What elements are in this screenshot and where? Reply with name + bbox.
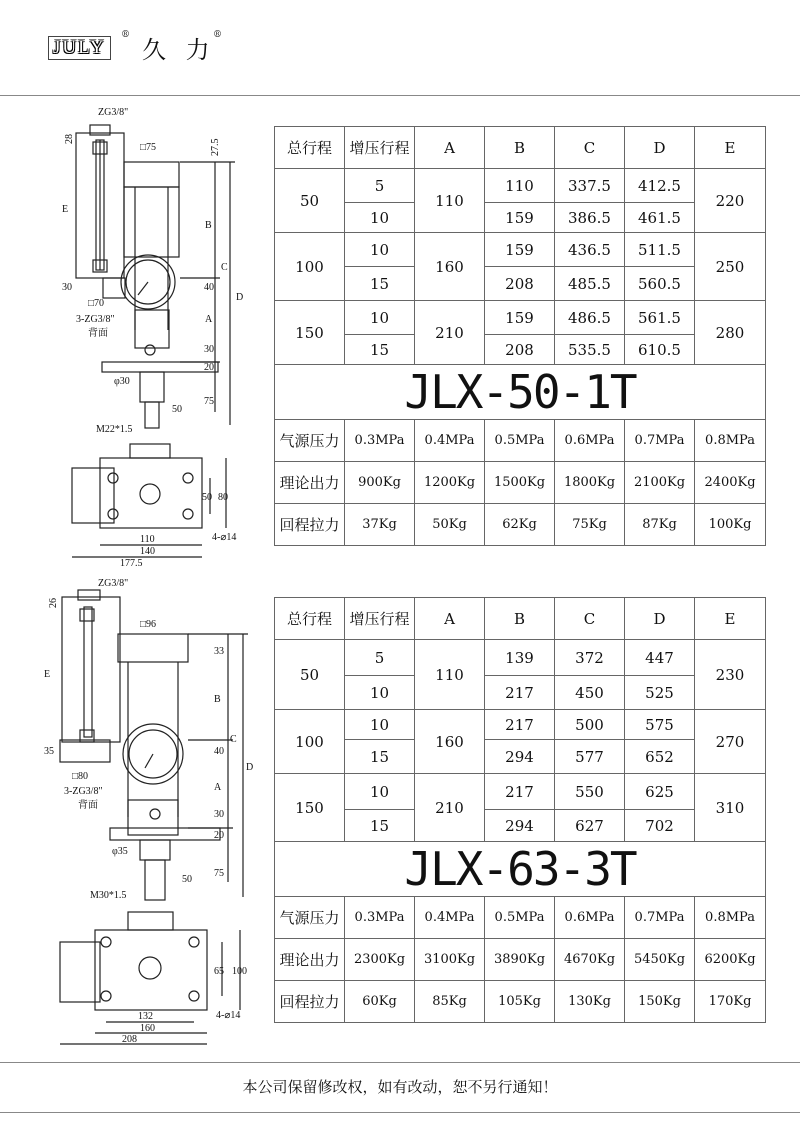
technical-drawing-2: [0, 572, 272, 1052]
cell-b: 217: [485, 710, 555, 740]
cell-d: 702: [625, 810, 695, 842]
drawing-label-c: C: [230, 734, 237, 745]
model-name: JLX-50-1T: [275, 365, 766, 420]
drawing-diameter: φ30: [114, 376, 130, 387]
drawing-label-a: A: [214, 782, 222, 793]
perf-value: 0.3MPa: [345, 897, 415, 939]
drawing-dim-75: 75: [214, 868, 224, 879]
cell-d: 575: [625, 710, 695, 740]
perf-value: 2300Kg: [345, 939, 415, 981]
footer-notice: 本公司保留修改权，如有改动，恕不另行通知！: [242, 1078, 558, 1096]
spec-table-1: [274, 126, 766, 546]
perf-value: 170Kg: [695, 981, 766, 1023]
column-header: 增压行程: [345, 598, 415, 640]
spec-table-2: [274, 597, 766, 1023]
drawing-dim-20: 20: [214, 830, 224, 841]
perf-value: 100Kg: [695, 504, 766, 546]
cell-d: 625: [625, 774, 695, 810]
brand-logo: JULY: [48, 36, 111, 60]
cell-e: 250: [695, 233, 766, 301]
column-header: 总行程: [275, 127, 345, 169]
cell-d: 447: [625, 640, 695, 676]
cell-c: 550: [555, 774, 625, 810]
cell-boost: 5: [345, 169, 415, 203]
perf-value: 1500Kg: [485, 462, 555, 504]
cell-boost: 15: [345, 740, 415, 774]
cell-d: 560.5: [625, 267, 695, 301]
perf-value: 6200Kg: [695, 939, 766, 981]
column-header: D: [625, 598, 695, 640]
cell-b: 159: [485, 203, 555, 233]
perf-value: 0.6MPa: [555, 897, 625, 939]
cell-a: 110: [415, 640, 485, 710]
drawing-port-label: ZG3/8": [98, 578, 129, 589]
cell-b: 294: [485, 810, 555, 842]
cell-c: 627: [555, 810, 625, 842]
cell-b: 208: [485, 335, 555, 365]
drawing-dim-50: 50: [172, 404, 182, 415]
registered-mark: ®: [121, 30, 130, 40]
column-header: A: [415, 598, 485, 640]
cell-total: 100: [275, 233, 345, 301]
cell-c: 337.5: [555, 169, 625, 203]
drawing-label-a: A: [205, 314, 213, 325]
model-name: JLX-63-3T: [275, 842, 766, 897]
drawing-label-d: D: [236, 292, 244, 303]
drawing-square-bottom: □80: [72, 771, 89, 782]
cell-c: 436.5: [555, 233, 625, 267]
cell-a: 160: [415, 233, 485, 301]
cell-e: 220: [695, 169, 766, 233]
cell-c: 577: [555, 740, 625, 774]
column-header: C: [555, 598, 625, 640]
cell-boost: 10: [345, 676, 415, 710]
drawing-square-bottom: □70: [88, 298, 105, 309]
drawing-dim-40: 40: [214, 746, 224, 757]
cell-boost: 10: [345, 203, 415, 233]
technical-drawing-1: [0, 100, 272, 570]
drawing-label-b: B: [205, 220, 212, 231]
cell-boost: 15: [345, 267, 415, 301]
perf-label: 理论出力: [275, 939, 345, 981]
drawing-label-b: B: [214, 694, 221, 705]
brand-chinese: 久 力: [142, 36, 216, 64]
drawing-width-2: 160: [140, 1023, 155, 1034]
cell-c: 485.5: [555, 267, 625, 301]
cell-total: 50: [275, 169, 345, 233]
cell-d: 511.5: [625, 233, 695, 267]
cell-c: 535.5: [555, 335, 625, 365]
perf-value: 3100Kg: [415, 939, 485, 981]
cell-c: 500: [555, 710, 625, 740]
perf-value: 62Kg: [485, 504, 555, 546]
drawing-dim-30: 35: [44, 746, 54, 757]
drawing-width-3: 177.5: [120, 558, 143, 569]
cell-d: 461.5: [625, 203, 695, 233]
perf-value: 1200Kg: [415, 462, 485, 504]
perf-value: 130Kg: [555, 981, 625, 1023]
drawing-ports: 3-ZG3/8": [76, 314, 115, 325]
drawing-thread: M22*1.5: [96, 424, 133, 435]
column-header: B: [485, 127, 555, 169]
perf-value: 0.5MPa: [485, 420, 555, 462]
drawing-width-2: 140: [140, 546, 155, 557]
perf-value: 0.7MPa: [625, 897, 695, 939]
perf-value: 2400Kg: [695, 462, 766, 504]
drawing-width-1: 132: [138, 1011, 153, 1022]
drawing-height-2: 80: [218, 492, 228, 503]
perf-value: 0.4MPa: [415, 420, 485, 462]
drawing-back: 背面: [78, 800, 98, 811]
perf-value: 50Kg: [415, 504, 485, 546]
perf-value: 105Kg: [485, 981, 555, 1023]
perf-value: 0.3MPa: [345, 420, 415, 462]
column-header: E: [695, 127, 766, 169]
cell-boost: 15: [345, 810, 415, 842]
cell-d: 412.5: [625, 169, 695, 203]
drawing-dim-275: 27.5: [210, 138, 221, 156]
perf-value: 0.7MPa: [625, 420, 695, 462]
cell-b: 159: [485, 301, 555, 335]
perf-value: 37Kg: [345, 504, 415, 546]
drawing-back: 背面: [88, 328, 108, 339]
perf-value: 0.8MPa: [695, 420, 766, 462]
footer-divider-bottom: [0, 1112, 800, 1113]
drawing-dim-40: 40: [204, 282, 214, 293]
drawing-holes: 4-⌀14: [212, 532, 237, 543]
drawing-dim-top: 28: [64, 134, 75, 144]
perf-value: 75Kg: [555, 504, 625, 546]
drawing-height-2: 100: [232, 966, 247, 977]
column-header: C: [555, 127, 625, 169]
registered-mark-cn: ®: [213, 30, 222, 40]
header: [0, 0, 800, 95]
perf-value: 0.8MPa: [695, 897, 766, 939]
cell-total: 150: [275, 301, 345, 365]
perf-value: 0.5MPa: [485, 897, 555, 939]
cell-b: 139: [485, 640, 555, 676]
cell-a: 210: [415, 301, 485, 365]
perf-value: 5450Kg: [625, 939, 695, 981]
cell-d: 525: [625, 676, 695, 710]
drawing-label-d: D: [246, 762, 254, 773]
perf-value: 2100Kg: [625, 462, 695, 504]
column-header: E: [695, 598, 766, 640]
cell-total: 150: [275, 774, 345, 842]
drawing-label-e: E: [44, 669, 51, 680]
drawing-ports: 3-ZG3/8": [64, 786, 103, 797]
perf-label: 气源压力: [275, 897, 345, 939]
cell-total: 50: [275, 640, 345, 710]
column-header: A: [415, 127, 485, 169]
cell-c: 486.5: [555, 301, 625, 335]
cell-boost: 10: [345, 774, 415, 810]
column-header: 总行程: [275, 598, 345, 640]
perf-label: 气源压力: [275, 420, 345, 462]
drawing-dim-50: 50: [182, 874, 192, 885]
cell-d: 652: [625, 740, 695, 774]
cell-a: 160: [415, 710, 485, 774]
perf-value: 900Kg: [345, 462, 415, 504]
drawing-diameter: φ35: [112, 846, 128, 857]
column-header: B: [485, 598, 555, 640]
header-divider: [0, 95, 800, 96]
cell-b: 110: [485, 169, 555, 203]
cell-boost: 10: [345, 233, 415, 267]
cell-e: 310: [695, 774, 766, 842]
cell-b: 294: [485, 740, 555, 774]
drawing-square-top: □75: [140, 142, 157, 153]
drawing-port-label: ZG3/8": [98, 107, 129, 118]
cell-e: 230: [695, 640, 766, 710]
perf-value: 1800Kg: [555, 462, 625, 504]
cell-d: 610.5: [625, 335, 695, 365]
perf-value: 3890Kg: [485, 939, 555, 981]
perf-label: 回程拉力: [275, 981, 345, 1023]
drawing-square-top: □96: [140, 619, 157, 630]
drawing-width-3: 208: [122, 1034, 137, 1045]
perf-value: 0.6MPa: [555, 420, 625, 462]
perf-value: 87Kg: [625, 504, 695, 546]
drawing-dim-30b: 30: [214, 809, 224, 820]
perf-label: 回程拉力: [275, 504, 345, 546]
drawing-dim-top: 26: [48, 598, 59, 608]
drawing-dim-275: 33: [214, 646, 224, 657]
cell-c: 450: [555, 676, 625, 710]
drawing-dim-30: 30: [62, 282, 72, 293]
cell-total: 100: [275, 710, 345, 774]
cell-c: 386.5: [555, 203, 625, 233]
cell-b: 208: [485, 267, 555, 301]
perf-value: 150Kg: [625, 981, 695, 1023]
drawing-width-1: 110: [140, 534, 155, 545]
cell-boost: 10: [345, 301, 415, 335]
cell-b: 217: [485, 676, 555, 710]
perf-value: 85Kg: [415, 981, 485, 1023]
drawing-thread: M30*1.5: [90, 890, 127, 901]
perf-value: 0.4MPa: [415, 897, 485, 939]
drawing-height-1: 65: [214, 966, 224, 977]
cell-c: 372: [555, 640, 625, 676]
cell-e: 270: [695, 710, 766, 774]
drawing-label-e: E: [62, 204, 69, 215]
drawing-height-1: 50: [202, 492, 212, 503]
cell-boost: 10: [345, 710, 415, 740]
cell-d: 561.5: [625, 301, 695, 335]
drawing-dim-75: 75: [204, 396, 214, 407]
column-header: D: [625, 127, 695, 169]
column-header: 增压行程: [345, 127, 415, 169]
perf-label: 理论出力: [275, 462, 345, 504]
perf-value: 4670Kg: [555, 939, 625, 981]
perf-value: 60Kg: [345, 981, 415, 1023]
drawing-holes: 4-⌀14: [216, 1010, 241, 1021]
cell-boost: 15: [345, 335, 415, 365]
cell-a: 210: [415, 774, 485, 842]
drawing-label-c: C: [221, 262, 228, 273]
cell-boost: 5: [345, 640, 415, 676]
drawing-dim-30b: 30: [204, 344, 214, 355]
drawing-dim-20: 20: [204, 362, 214, 373]
cell-e: 280: [695, 301, 766, 365]
cell-a: 110: [415, 169, 485, 233]
cell-b: 217: [485, 774, 555, 810]
cell-b: 159: [485, 233, 555, 267]
